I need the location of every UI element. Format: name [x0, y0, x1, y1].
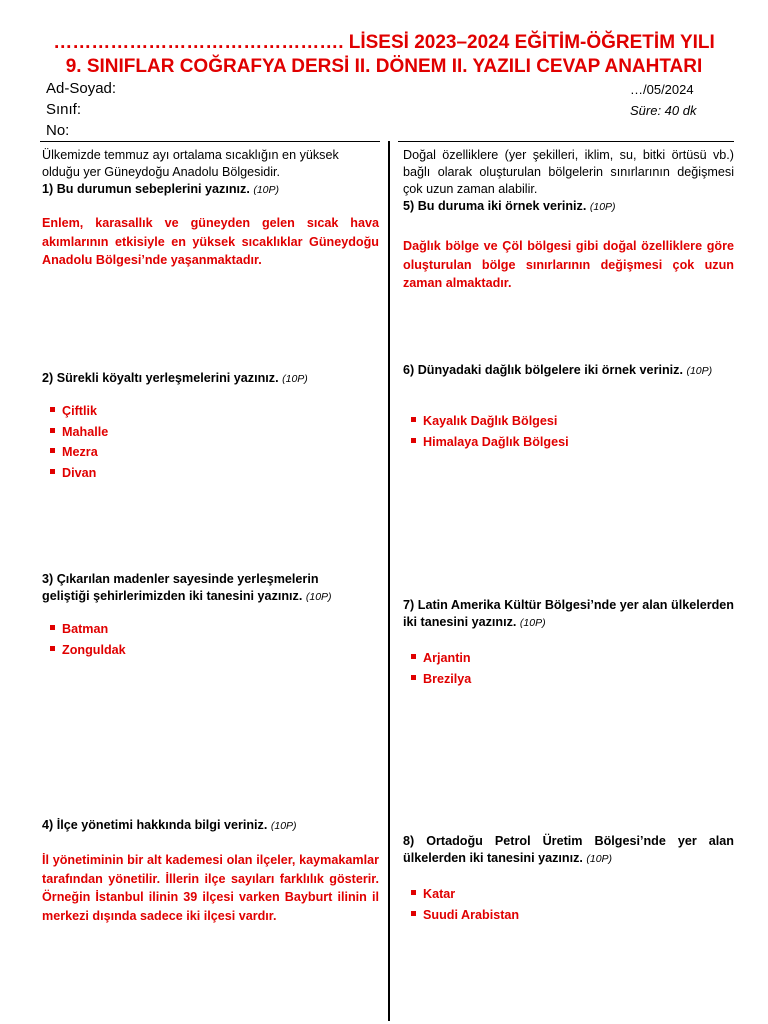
header-divider-left	[40, 141, 380, 142]
question-8	[403, 833, 734, 868]
column-divider	[388, 141, 390, 1021]
class-label: Sınıf:	[46, 101, 82, 118]
answer-4: İl yönetiminin bir alt kademesi olan ilçeler, kaymakamlar tarafından yönetilir. İllerin ilçe sayıları farklılık gösterir. Örneğin İstanbul ilinin 39 ilçesi varken Bayburt ilinin il merkezi dışında sadece iki ilçesi vardır.	[42, 853, 379, 923]
list-item: Brezilya	[405, 669, 471, 690]
question-5-points: (10P)	[589, 201, 616, 213]
question-8-points: (10P)	[586, 853, 613, 865]
list-item: Mezra	[44, 442, 108, 463]
question-1-text: 1) Bu durumun sebeplerini yazınız.	[42, 182, 250, 196]
question-5	[403, 147, 734, 216]
question-3-text: 3) Çıkarılan madenler sayesinde yerleşmelerin geliştiği şehirlerimizden iki tanesini yazınız.	[42, 572, 319, 603]
date-label: …/05/2024	[630, 82, 694, 97]
answer-1: Enlem, karasallık ve güneyden gelen sıcak hava akımlarının etkisiyle en yüksek sıcaklıklar Güneydoğu Anadolu Bölgesi’nde yaşanmaktadır.	[42, 216, 379, 267]
list-item: Kayalık Dağlık Bölgesi	[405, 411, 569, 432]
number-label: No:	[46, 122, 70, 139]
question-2-text: 2) Sürekli köyaltı yerleşmelerini yazınız.	[42, 371, 279, 385]
question-7	[403, 597, 734, 632]
question-7-points: (10P)	[519, 617, 546, 629]
list-item: Suudi Arabistan	[405, 905, 519, 926]
duration-label: Süre: 40 dk	[630, 103, 697, 118]
question-4-text: 4) İlçe yönetimi hakkında bilgi veriniz.	[42, 818, 268, 832]
question-7-text: 7) Latin Amerika Kültür Bölgesi’nde yer alan ülkelerden iki tanesini yazınız.	[403, 598, 734, 629]
question-1-intro: Ülkemizde temmuz ayı ortalama sıcaklığın en yüksek olduğu yer Güneydoğu Anadolu Bölgesidir.	[42, 148, 339, 179]
list-item: Mahalle	[44, 422, 108, 443]
answer-3-list	[44, 619, 126, 660]
question-1	[42, 147, 379, 199]
question-2	[42, 370, 379, 388]
name-label: Ad-Soyad:	[46, 80, 117, 97]
answer-5: Dağlık bölge ve Çöl bölgesi gibi doğal özelliklere göre oluşturulan bölge sınırlarının değişmesi çok uzun zaman almaktadır.	[403, 239, 734, 290]
question-4	[42, 817, 379, 835]
question-8-text: 8) Ortadoğu Petrol Üretim Bölgesi’nde yer alan ülkelerden iki tanesini yazınız.	[403, 834, 734, 865]
question-3-points: (10P)	[305, 591, 332, 603]
question-6-text: 6) Dünyadaki dağlık bölgelere iki örnek veriniz.	[403, 363, 683, 377]
answer-8-list	[405, 884, 519, 925]
answer-7-list	[405, 648, 471, 689]
question-4-points: (10P)	[270, 820, 297, 832]
question-6	[403, 362, 734, 380]
exam-title: 9. SINIFLAR COĞRAFYA DERSİ II. DÖNEM II. YAZILI CEVAP ANAHTARI	[65, 56, 703, 77]
question-1-points: (10P)	[253, 184, 280, 196]
header-divider-right	[398, 141, 734, 142]
question-5-intro: Doğal özelliklere (yer şekilleri, iklim, su, bitki örtüsü vb.) bağlı olarak oluşturulan bölgelerin sınırlarının değişmesi çok uzun zaman alabilir.	[403, 148, 734, 196]
school-title: ………………………………………. LİSESİ 2023–2024 EĞİTİM-ÖĞRETİM YILI	[53, 32, 715, 53]
question-5-text: 5) Bu duruma iki örnek veriniz.	[403, 199, 587, 213]
list-item: Çiftlik	[44, 401, 108, 422]
question-3	[42, 571, 342, 606]
list-item: Himalaya Dağlık Bölgesi	[405, 432, 569, 453]
list-item: Divan	[44, 463, 108, 484]
answer-6-list	[405, 411, 569, 452]
answer-2-list	[44, 401, 108, 483]
question-2-points: (10P)	[282, 373, 308, 385]
list-item: Arjantin	[405, 648, 471, 669]
question-6-points: (10P)	[686, 365, 713, 377]
list-item: Zonguldak	[44, 640, 126, 661]
list-item: Batman	[44, 619, 126, 640]
list-item: Katar	[405, 884, 519, 905]
